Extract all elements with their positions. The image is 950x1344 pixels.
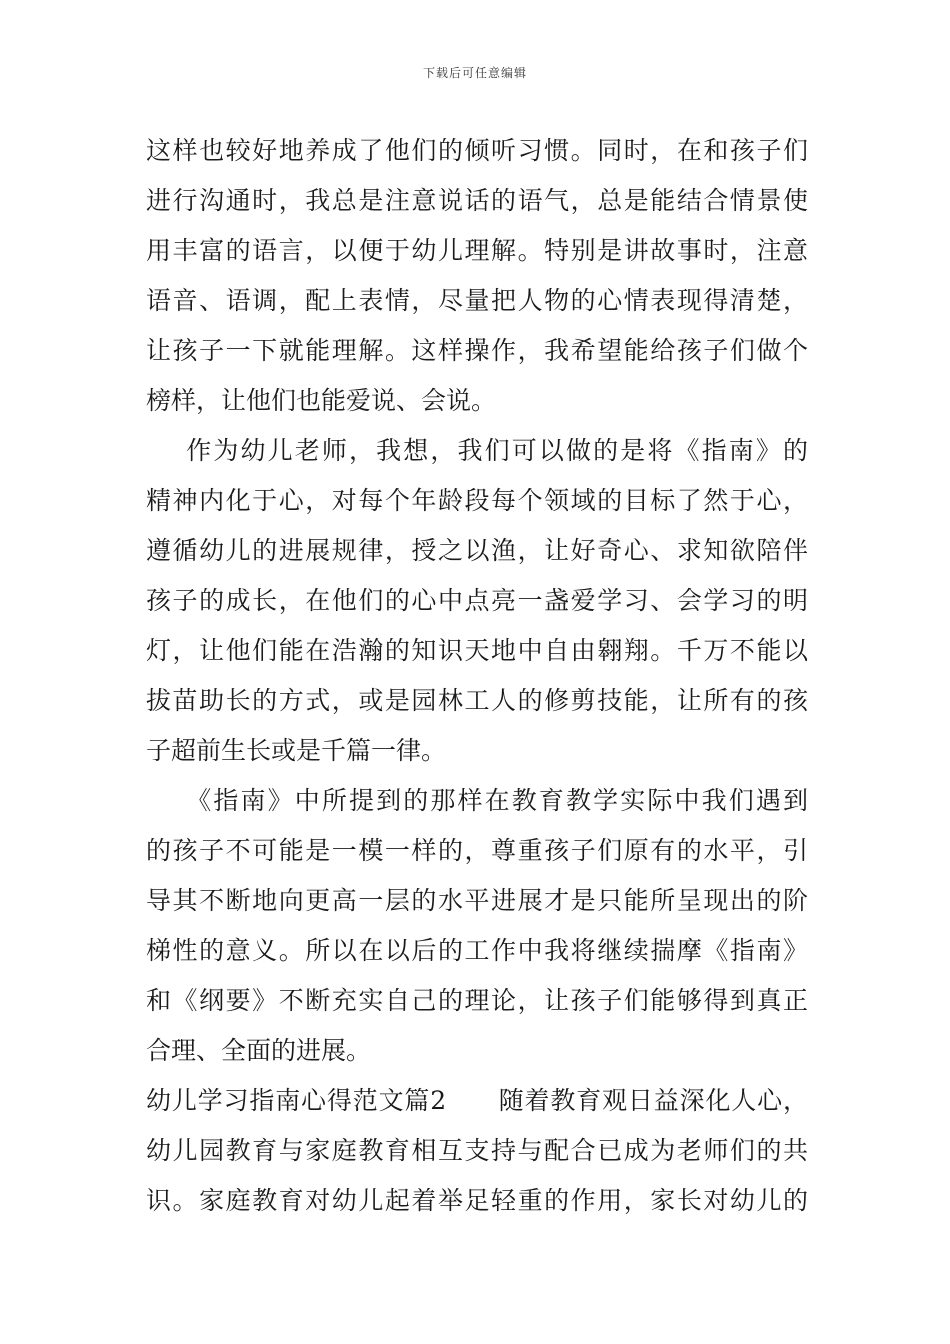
text-line: 用丰富的语言，以便于幼儿理解。特别是讲故事时，注意 <box>146 236 808 265</box>
text-line: 识。家庭教育对幼儿起着举足轻重的作用，家长对幼儿的 <box>146 1186 808 1215</box>
text-line: 榜样，让他们也能爱说、会说。 <box>146 386 497 415</box>
text-line: 的孩子不可能是一模一样的，尊重孩子们原有的水平，引 <box>146 836 808 865</box>
text-line: 灯，让他们能在浩瀚的知识天地中自由翱翔。千万不能以 <box>146 636 808 665</box>
document-body <box>146 126 808 1226</box>
header-note: 下载后可任意编辑 <box>422 66 527 80</box>
text-line: 拔苗助长的方式，或是园林工人的修剪技能，让所有的孩 <box>146 686 808 715</box>
text-line: 精神内化于心，对每个年龄段每个领域的目标了然于心， <box>146 486 808 515</box>
text-line: 《指南》中所提到的那样在教育教学实际中我们遇到 <box>146 786 808 815</box>
text-line: 这样也较好地养成了他们的倾听习惯。同时，在和孩子们 <box>146 136 808 165</box>
text-line: 语音、语调，配上表情，尽量把人物的心情表现得清楚， <box>146 286 808 315</box>
text-line: 和《纲要》不断充实自己的理论，让孩子们能够得到真正 <box>146 986 808 1015</box>
text-line: 导其不断地向更高一层的水平进展才是只能所呈现出的阶 <box>146 886 808 915</box>
text-line: 幼儿园教育与家庭教育相互支持与配合已成为老师们的共 <box>146 1136 808 1165</box>
text-line: 梯性的意义。所以在以后的工作中我将继续揣摩《指南》 <box>146 936 808 965</box>
text-line: 进行沟通时，我总是注意说话的语气，总是能结合情景使 <box>146 186 808 215</box>
text-line: 让孩子一下就能理解。这样操作，我希望能给孩子们做个 <box>146 336 808 365</box>
text-line: 遵循幼儿的进展规律，授之以渔，让好奇心、求知欲陪伴 <box>146 536 808 565</box>
text-line: 子超前生长或是千篇一律。 <box>146 736 447 765</box>
text-line: 合理、全面的进展。 <box>146 1036 372 1065</box>
text-line: 幼儿学习指南心得范文篇2 随着教育观日益深化人心， <box>146 1086 808 1115</box>
text-line: 孩子的成长，在他们的心中点亮一盏爱学习、会学习的明 <box>146 586 808 615</box>
text-line: 作为幼儿老师，我想，我们可以做的是将《指南》的 <box>146 436 808 465</box>
